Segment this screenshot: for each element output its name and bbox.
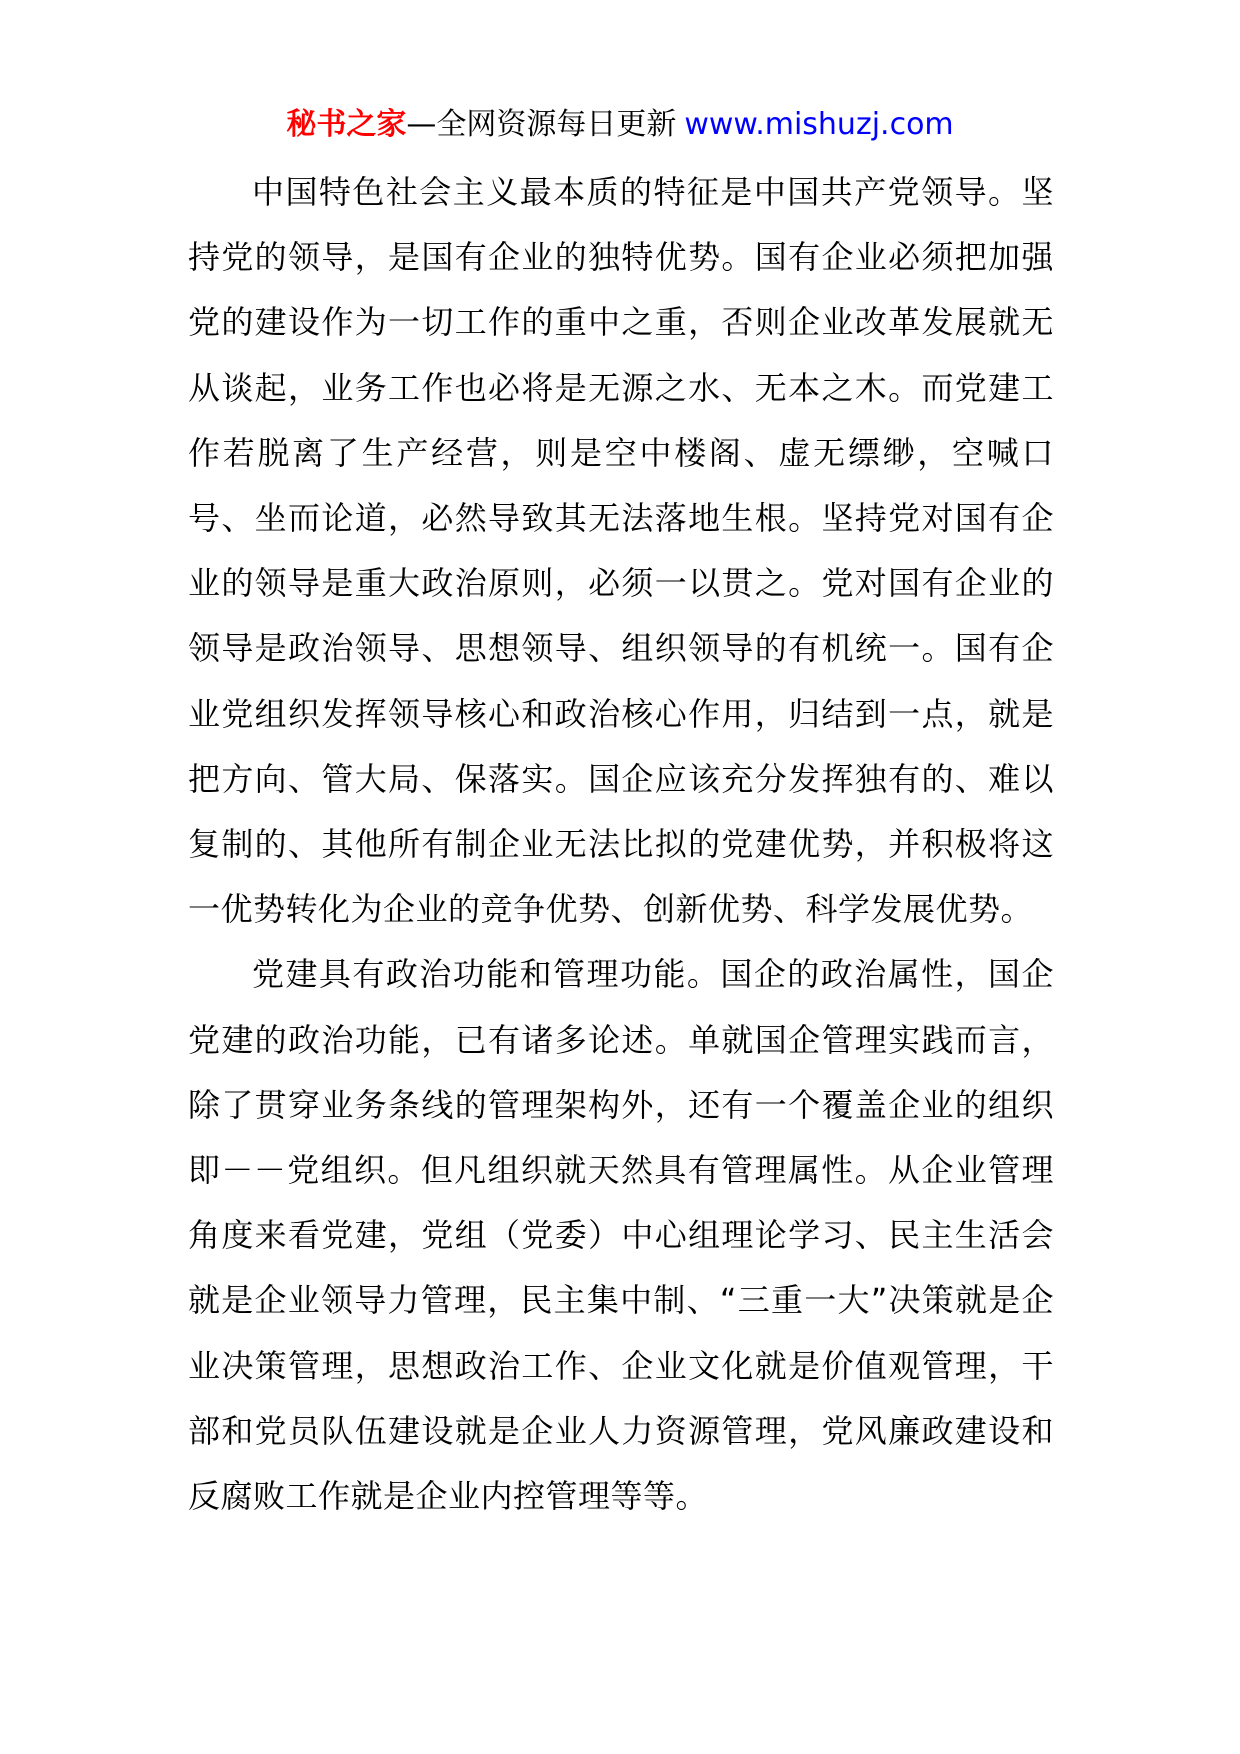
paragraph: 党建具有政治功能和管理功能。国企的政治属性，国企党建的政治功能，已有诸多论述。单就国企管理实践而言，除了贯穿业务条线的管理架构外，还有一个覆盖企业的组织即－－党组织。但凡组织就天然具有管理属性。从企业管理角度来看党建，党组（党委）中心组理论学习、民主生活会就是企业领导力管理，民主集中制、“三重一大”决策就是企业决策管理，思想政治工作、企业文化就是价值观管理，干部和党员队伍建设就是企业人力资源管理，党风廉政建设和反腐败工作就是企业内控管理等等。 [188, 955, 1054, 1516]
article-body [188, 160, 1054, 1529]
brand-name: 秘书之家 [286, 107, 407, 142]
paragraph: 中国特色社会主义最本质的特征是中国共产党领导。坚持党的领导，是国有企业的独特优势。国有企业必须把加强党的建设作为一切工作的重中之重，否则企业改革发展就无从谈起，业务工作也必将是无源之水、无本之木。而党建工作若脱离了生产经营，则是空中楼阁、虚无缥缈，空喊口号、坐而论道，必然导致其无法落地生根。坚持党对国有企业的领导是重大政治原则，必须一以贯之。党对国有企业的领导是政治领导、思想领导、组织领导的有机统一。国有企业党组织发挥领导核心和政治核心作用，归结到一点，就是把方向、管大局、保落实。国企应该充分发挥独有的、难以复制的、其他所有制企业无法比拟的党建优势，并积极将这一优势转化为企业的竞争优势、创新优势、科学发展优势。 [188, 173, 1054, 929]
website-link[interactable]: www.mishuzj.com [684, 107, 954, 142]
page-header [0, 103, 1240, 147]
header-tagline: —全网资源每日更新 [406, 107, 677, 142]
